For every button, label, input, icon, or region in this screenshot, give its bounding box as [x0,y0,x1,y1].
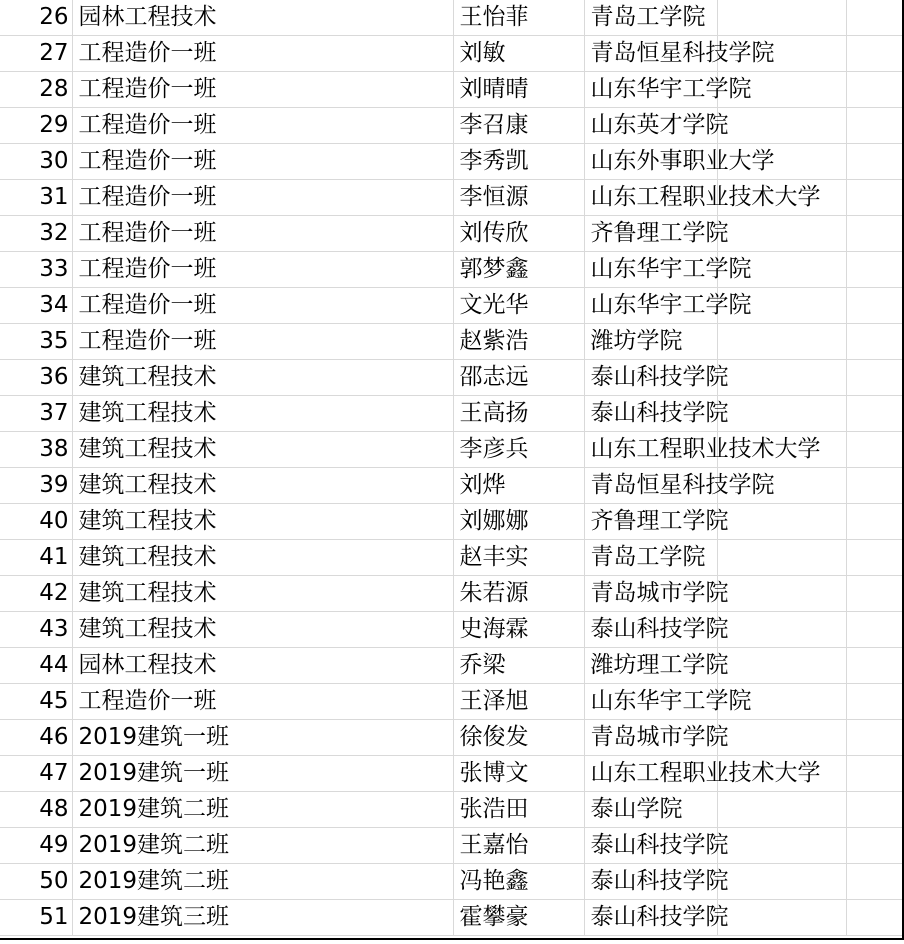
cell-class[interactable]: 建筑工程技术 [72,360,453,396]
cell-class[interactable]: 工程造价一班 [72,252,453,288]
cell-number[interactable]: 41 [0,540,72,576]
table-row [0,180,904,216]
cell-school[interactable]: 青岛工学院 [584,0,717,36]
cell-number[interactable]: 27 [0,36,72,72]
cell-empty[interactable] [846,360,904,396]
cell-class[interactable]: 工程造价一班 [72,216,453,252]
table-row [0,360,904,396]
cell-number[interactable]: 50 [0,864,72,900]
cell-class[interactable]: 2019建筑一班 [72,720,453,756]
cell-school[interactable]: 齐鲁理工学院 [584,504,717,540]
cell-empty[interactable] [846,612,904,648]
cell-number[interactable]: 39 [0,468,72,504]
cell-school[interactable]: 青岛工学院 [584,540,717,576]
cell-school[interactable]: 青岛城市学院 [584,720,717,756]
table-row [0,468,904,504]
cell-empty[interactable] [846,684,904,720]
cell-empty[interactable] [846,576,904,612]
cell-school[interactable]: 青岛恒星科技学院 [584,36,717,72]
cell-class[interactable]: 园林工程技术 [72,648,453,684]
cell-number[interactable]: 31 [0,180,72,216]
cell-name[interactable]: 刘晴晴 [453,72,584,108]
cell-school[interactable]: 泰山学院 [584,792,717,828]
table-row [0,720,904,756]
table-row [0,396,904,432]
cell-class[interactable]: 建筑工程技术 [72,432,453,468]
cell-empty[interactable] [846,900,904,936]
cell-class[interactable]: 工程造价一班 [72,180,453,216]
cell-name[interactable]: 李召康 [453,108,584,144]
cell-school[interactable]: 齐鲁理工学院 [584,216,717,252]
cell-name[interactable]: 王高扬 [453,396,584,432]
table-row [0,576,904,612]
cell-school[interactable]: 山东外事职业大学 [584,144,717,180]
cell-empty[interactable] [846,504,904,540]
sheet-bottom-strip [0,940,904,944]
cell-class[interactable]: 园林工程技术 [72,0,453,36]
cell-empty[interactable] [717,720,846,756]
cell-class[interactable]: 建筑工程技术 [72,576,453,612]
cell-number[interactable]: 28 [0,72,72,108]
cell-class[interactable]: 工程造价一班 [72,324,453,360]
cell-empty[interactable] [717,324,846,360]
cell-empty[interactable] [717,108,846,144]
cell-empty[interactable] [717,0,846,36]
table-row [0,144,904,180]
cell-class[interactable]: 工程造价一班 [72,684,453,720]
cell-empty[interactable] [846,180,904,216]
table-row [0,828,904,864]
cell-class[interactable]: 2019建筑二班 [72,864,453,900]
cell-school[interactable]: 山东华宇工学院 [584,288,717,324]
cell-number[interactable]: 48 [0,792,72,828]
cell-empty[interactable] [846,792,904,828]
cell-empty[interactable] [717,576,846,612]
cell-school[interactable]: 潍坊理工学院 [584,648,717,684]
cell-empty[interactable] [717,612,846,648]
cell-name[interactable]: 冯艳鑫 [453,864,584,900]
cell-class[interactable]: 建筑工程技术 [72,540,453,576]
cell-name[interactable]: 刘传欣 [453,216,584,252]
cell-name[interactable]: 刘烨 [453,468,584,504]
table-row [0,36,904,72]
table-row [0,72,904,108]
table-row [0,252,904,288]
cell-school[interactable]: 泰山科技学院 [584,396,717,432]
cell-class[interactable]: 工程造价一班 [72,144,453,180]
table-row [0,432,904,468]
cell-school[interactable]: 泰山科技学院 [584,900,717,936]
cell-number[interactable]: 34 [0,288,72,324]
table-row [0,864,904,900]
cell-school[interactable]: 泰山科技学院 [584,864,717,900]
cell-number[interactable]: 30 [0,144,72,180]
cell-number[interactable]: 36 [0,360,72,396]
cell-name[interactable]: 史海霖 [453,612,584,648]
cell-class[interactable]: 2019建筑二班 [72,792,453,828]
cell-empty[interactable] [846,432,904,468]
cell-school[interactable]: 泰山科技学院 [584,360,717,396]
cell-number[interactable]: 44 [0,648,72,684]
cell-empty[interactable] [846,252,904,288]
cell-empty[interactable] [717,792,846,828]
table-row [0,684,904,720]
table-row [0,288,904,324]
cell-empty[interactable] [717,360,846,396]
cell-empty[interactable] [717,504,846,540]
cell-name[interactable]: 张浩田 [453,792,584,828]
cell-class[interactable]: 建筑工程技术 [72,396,453,432]
cell-number[interactable]: 51 [0,900,72,936]
cell-name[interactable]: 张博文 [453,756,584,792]
cell-school[interactable]: 山东工程职业技术大学 [584,180,717,216]
cell-number[interactable]: 45 [0,684,72,720]
cell-name[interactable]: 邵志远 [453,360,584,396]
cell-empty[interactable] [717,396,846,432]
cell-empty[interactable] [846,540,904,576]
cell-name[interactable]: 徐俊发 [453,720,584,756]
cell-name[interactable]: 朱若源 [453,576,584,612]
cell-empty[interactable] [846,72,904,108]
cell-school[interactable]: 青岛恒星科技学院 [584,468,717,504]
table-row [0,504,904,540]
cell-number[interactable]: 26 [0,0,72,36]
cell-number[interactable]: 40 [0,504,72,540]
cell-name[interactable]: 赵丰实 [453,540,584,576]
cell-name[interactable]: 刘娜娜 [453,504,584,540]
cell-school[interactable]: 潍坊学院 [584,324,717,360]
cell-empty[interactable] [717,540,846,576]
table-row [0,756,904,792]
cell-empty[interactable] [846,144,904,180]
cell-school[interactable]: 山东工程职业技术大学 [584,432,717,468]
cell-empty[interactable] [846,324,904,360]
cell-number[interactable]: 49 [0,828,72,864]
cell-school[interactable]: 山东华宇工学院 [584,72,717,108]
cell-empty[interactable] [717,828,846,864]
cell-school[interactable]: 泰山科技学院 [584,828,717,864]
table-row [0,900,904,936]
cell-class[interactable]: 2019建筑一班 [72,756,453,792]
cell-name[interactable]: 赵紫浩 [453,324,584,360]
cell-name[interactable]: 郭梦鑫 [453,252,584,288]
cell-class[interactable]: 2019建筑三班 [72,900,453,936]
cell-number[interactable]: 29 [0,108,72,144]
cell-empty[interactable] [846,0,904,36]
table-row [0,648,904,684]
cell-class[interactable]: 建筑工程技术 [72,612,453,648]
cell-class[interactable]: 建筑工程技术 [72,504,453,540]
table-row [0,216,904,252]
table-row [0,792,904,828]
cell-empty[interactable] [717,216,846,252]
cell-name[interactable]: 王泽旭 [453,684,584,720]
cell-class[interactable]: 建筑工程技术 [72,468,453,504]
cell-empty[interactable] [717,648,846,684]
table-row [0,540,904,576]
cell-school[interactable]: 山东华宇工学院 [584,252,717,288]
cell-number[interactable]: 38 [0,432,72,468]
cell-school[interactable]: 山东英才学院 [584,108,717,144]
cell-name[interactable]: 李恒源 [453,180,584,216]
cell-number[interactable]: 43 [0,612,72,648]
cell-name[interactable]: 霍攀豪 [453,900,584,936]
cell-school[interactable]: 山东工程职业技术大学 [584,756,717,792]
cell-name[interactable]: 王怡菲 [453,0,584,36]
table-row [0,108,904,144]
cell-name[interactable]: 王嘉怡 [453,828,584,864]
cell-empty[interactable] [846,396,904,432]
cell-empty[interactable] [717,864,846,900]
cell-class[interactable]: 工程造价一班 [72,108,453,144]
cell-name[interactable]: 文光华 [453,288,584,324]
cell-empty[interactable] [846,756,904,792]
cell-empty[interactable] [846,288,904,324]
cell-empty[interactable] [846,468,904,504]
cell-empty[interactable] [846,864,904,900]
cell-name[interactable]: 刘敏 [453,36,584,72]
cell-class[interactable]: 2019建筑二班 [72,828,453,864]
cell-number[interactable]: 32 [0,216,72,252]
cell-name[interactable]: 李彦兵 [453,432,584,468]
cell-number[interactable]: 42 [0,576,72,612]
cell-empty[interactable] [846,720,904,756]
cell-number[interactable]: 46 [0,720,72,756]
cell-empty[interactable] [846,216,904,252]
cell-empty[interactable] [846,648,904,684]
cell-number[interactable]: 33 [0,252,72,288]
cell-empty[interactable] [846,828,904,864]
table-row [0,0,904,36]
cell-number[interactable]: 35 [0,324,72,360]
cell-class[interactable]: 工程造价一班 [72,72,453,108]
cell-name[interactable]: 李秀凯 [453,144,584,180]
cell-school[interactable]: 山东华宇工学院 [584,684,717,720]
table-row [0,324,904,360]
cell-empty[interactable] [846,108,904,144]
cell-school[interactable]: 泰山科技学院 [584,612,717,648]
cell-class[interactable]: 工程造价一班 [72,36,453,72]
cell-school[interactable]: 青岛城市学院 [584,576,717,612]
cell-number[interactable]: 37 [0,396,72,432]
cell-name[interactable]: 乔梁 [453,648,584,684]
table-row [0,612,904,648]
cell-empty[interactable] [846,36,904,72]
cell-number[interactable]: 47 [0,756,72,792]
cell-class[interactable]: 工程造价一班 [72,288,453,324]
cell-empty[interactable] [717,900,846,936]
